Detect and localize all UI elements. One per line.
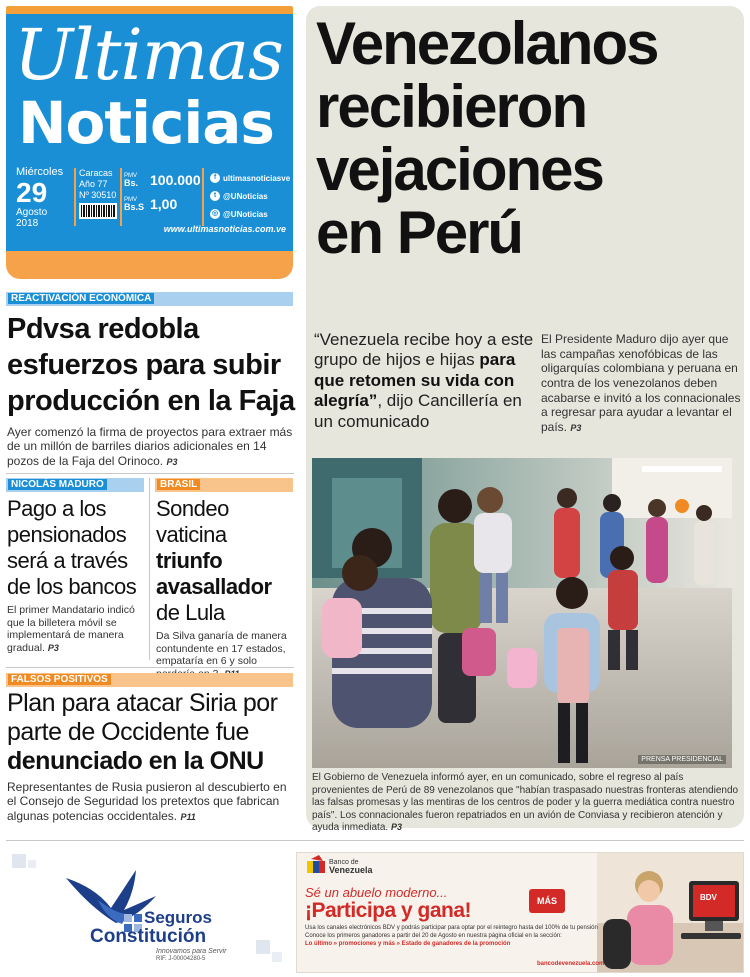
story-body: Representantes de Rusia pusieron al descubierto en el Consejo de Seguridad los pretextos que fabrican algunas potencias occidentales. P11 bbox=[7, 780, 287, 823]
bank-site[interactable]: bancodevenezuela.com bbox=[537, 961, 605, 967]
price-row-bss bbox=[124, 192, 201, 216]
page-ref: P3 bbox=[570, 422, 582, 433]
seguros-brand1: Seguros bbox=[144, 908, 213, 927]
price-value: 1,00 bbox=[150, 196, 178, 212]
edition-issue: Nº 30510 bbox=[79, 189, 117, 200]
divider bbox=[149, 478, 150, 660]
masthead-url[interactable]: www.ultimasnoticias.com.ve bbox=[163, 224, 286, 234]
bank-text: Usa los canales electrónicos BDV y podrás participar para optar por el reintegro hasta del 100% de tu pensión Conoce los primeros ganadores a partir del 20 de Agosto en nuestra página oficial en la sección: Lo último » promociones y más » Estado de ganadores de la promoción bbox=[305, 925, 598, 947]
main-photo[interactable] bbox=[312, 458, 732, 768]
story-maduro[interactable] bbox=[7, 496, 147, 654]
story-siria[interactable] bbox=[7, 689, 299, 823]
page-ref: P3 bbox=[390, 822, 402, 832]
story-body: Da Silva ganaría de manera contundente en 17 estados, empataría en 6 y solo bbox=[156, 630, 296, 680]
instagram-icon: ◎ bbox=[211, 210, 219, 217]
masthead-divider bbox=[120, 168, 122, 226]
barcode bbox=[79, 203, 117, 219]
masthead-divider bbox=[74, 168, 76, 226]
social-block bbox=[210, 169, 290, 223]
edition-block bbox=[79, 168, 117, 219]
edition-volume: Año 77 bbox=[79, 178, 108, 189]
main-caption: El Gobierno de Venezuela informó ayer, en un comunicado, sobre el regreso al país provenientes de Perú de 89 venezolanos que "habían traspasado nuestras fronteras atendiendo las falsas promesas y las mentiras de los centros de poder y la guerra mediática contra nuestro país". Los connacionales fueron repatriados en un avión de Conviasa y recibieron atención y ayuda inmediata. P3 bbox=[312, 772, 739, 833]
ad-banco-venezuela[interactable] bbox=[296, 852, 744, 973]
price-row-bs bbox=[124, 168, 201, 192]
seguros-rif: RIF. J-00004280-5 bbox=[156, 956, 206, 962]
main-quote: “Venezuela recibe hoy a este grupo de hijos e hijas para que retomen su vida con alegría”, dijo Cancillería en un comunicado bbox=[314, 330, 534, 431]
price-currency: Bs. bbox=[124, 177, 139, 188]
date-weekday: Miércoles bbox=[16, 166, 64, 178]
divider bbox=[6, 840, 744, 841]
date-block bbox=[16, 166, 74, 229]
page-ref: P11 bbox=[180, 811, 196, 822]
date-month: Agosto bbox=[16, 207, 48, 219]
facebook-icon: f bbox=[210, 173, 220, 183]
masthead-divider bbox=[202, 168, 204, 226]
masthead-top-strip bbox=[6, 6, 293, 14]
section-tag: REACTIVACIÓN ECONÓMICA bbox=[6, 292, 293, 306]
social-facebook[interactable]: f ultimasnoticiasve bbox=[210, 169, 290, 187]
bank-title: ¡Participa y gana! bbox=[305, 899, 472, 922]
masthead-orange-footer bbox=[6, 251, 293, 279]
price-currency: Bs.S bbox=[124, 201, 145, 212]
section-tag: FALSOS POSITIVOS bbox=[6, 673, 293, 687]
ad-seguros-constitucion[interactable] bbox=[6, 848, 291, 973]
masthead bbox=[6, 6, 293, 279]
main-headline[interactable]: Venezolanos recibieron vejaciones en Perú bbox=[316, 10, 658, 266]
divider bbox=[6, 667, 294, 668]
bank-name: Banco de Venezuela bbox=[329, 859, 373, 875]
bank-subtitle: Sé un abuelo moderno... bbox=[305, 885, 448, 900]
seguros-brand2: Constitución bbox=[90, 926, 207, 947]
date-year: 2018 bbox=[16, 218, 39, 230]
logo-noticias: Noticias bbox=[18, 89, 274, 157]
edition-city: Caracas bbox=[79, 168, 113, 178]
story-brasil[interactable] bbox=[156, 496, 296, 680]
photo-credit: PRENSA PRESIDENCIAL bbox=[638, 755, 726, 764]
twitter-icon: t bbox=[210, 191, 220, 201]
bank-badge: MÁS bbox=[529, 889, 565, 913]
social-instagram[interactable]: ◎ @UNoticias bbox=[211, 209, 268, 219]
price-pmv-label: PMV bbox=[124, 172, 138, 179]
divider bbox=[6, 473, 294, 474]
page-ref: P3 bbox=[166, 456, 178, 467]
story-body: Ayer comenzó la firma de proyectos para extraer más de un millón de barriles diarios adicionales en 14 pozos de la Faja del Orinoco. P3 bbox=[7, 425, 293, 468]
photo-illustration bbox=[312, 458, 732, 768]
headline: Pago a los pensionados será a través de los bancos bbox=[7, 496, 137, 599]
social-twitter[interactable]: t @UNoticias bbox=[210, 187, 290, 205]
headline: Plan para atacar Siria por parte de Occidente fue denunciado en la ONU bbox=[7, 689, 278, 775]
price-block bbox=[124, 168, 201, 216]
price-pmv-label: PMV bbox=[124, 196, 138, 203]
headline: Sondeo vaticina triunfo avasallador de Lula bbox=[156, 496, 272, 625]
main-side-text: El Presidente Maduro dijo ayer que las campañas xenofóbicas de las oligarquías colombiana y peruana en contra de los venezolanos deben acabarse e invitó a los connacionales a regresar para ayudar a levantar el país. P3 bbox=[541, 332, 741, 434]
section-tag: BRASIL bbox=[155, 478, 293, 492]
bank-screen-label: BDV bbox=[700, 893, 717, 902]
seguros-tagline: Innovamos para Servir bbox=[156, 948, 227, 955]
date-day: 29 bbox=[16, 177, 48, 208]
section-tag: NICOLÁS MADURO bbox=[6, 478, 144, 492]
story-pdvsa[interactable] bbox=[7, 311, 297, 468]
story-body: El primer Mandatario indicó que la billetera móvil se implementará de manera gradual. P3 bbox=[7, 604, 135, 654]
page-ref: P3 bbox=[47, 642, 59, 653]
headline: Pdvsa redobla esfuerzos para subir producción en la Faja bbox=[7, 313, 295, 417]
logo-ultimas: Ultimas bbox=[14, 14, 283, 96]
price-value: 100.000 bbox=[150, 172, 201, 188]
